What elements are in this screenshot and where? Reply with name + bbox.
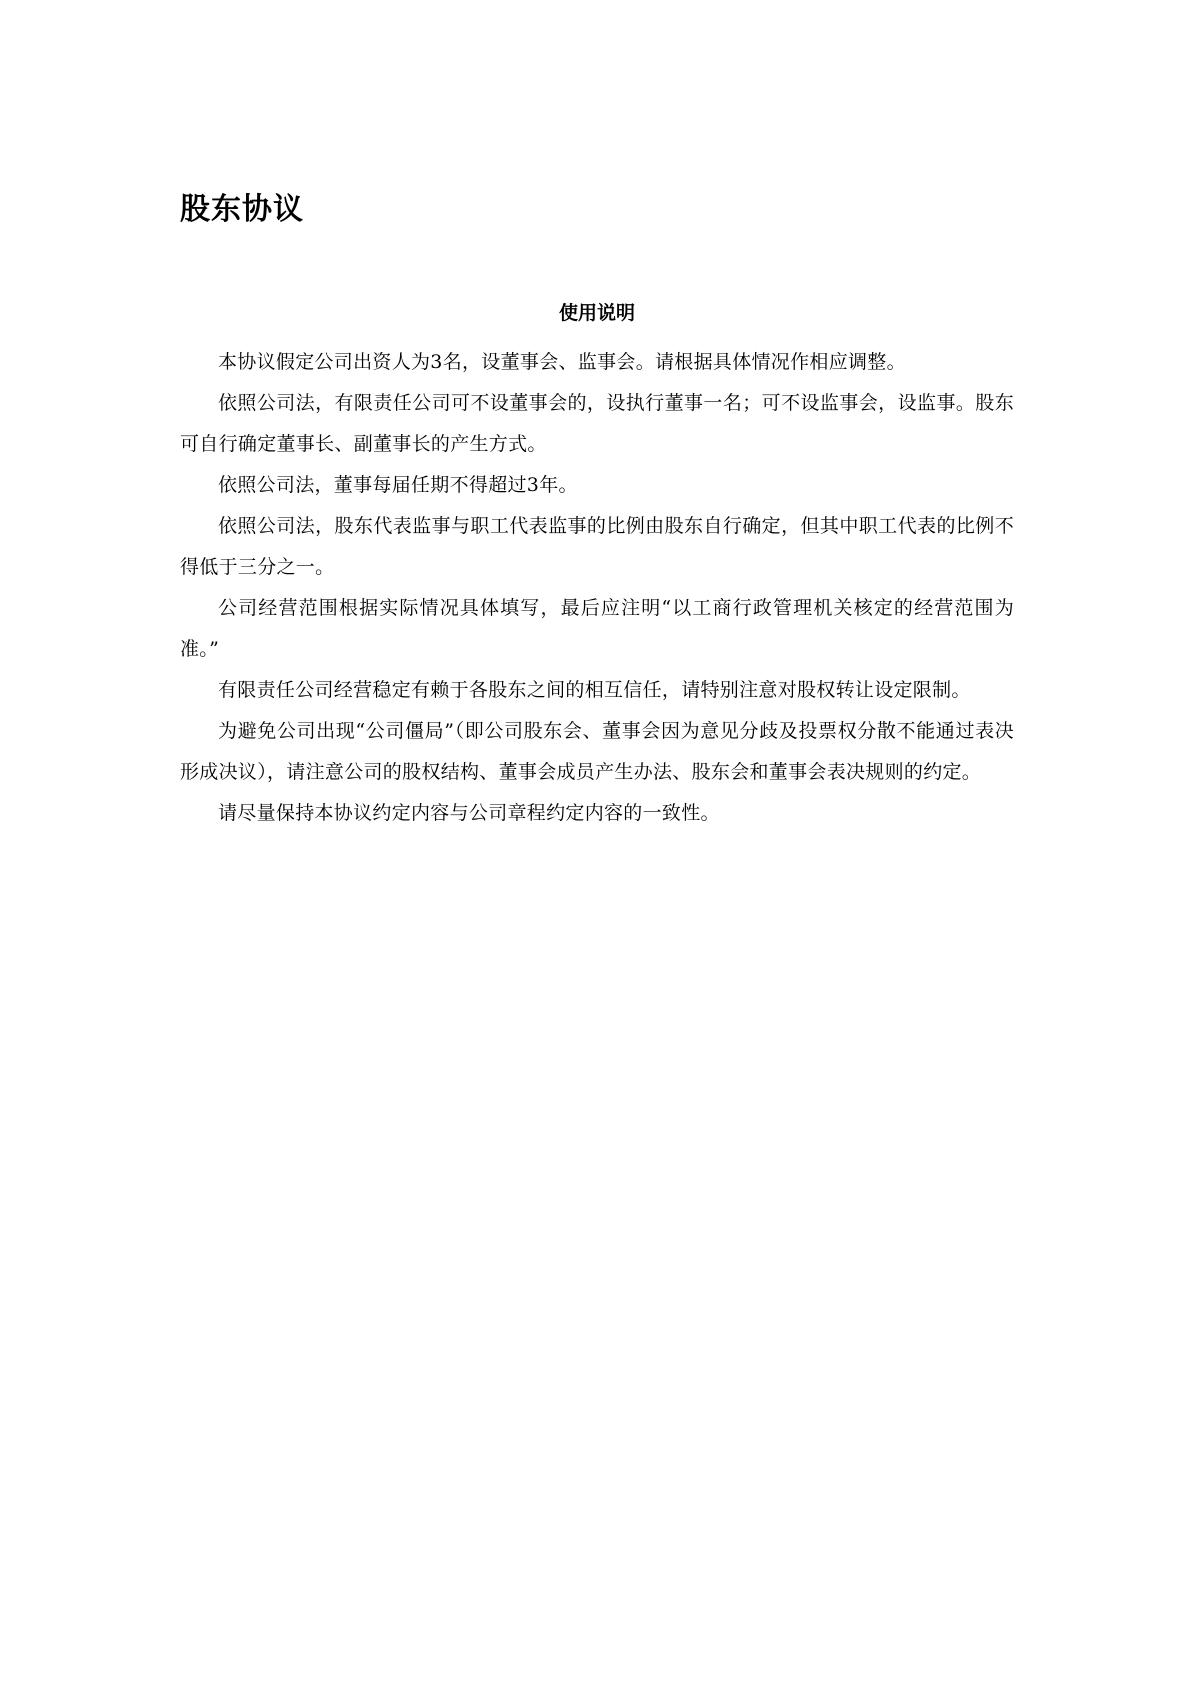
paragraph: 有限责任公司经营稳定有赖于各股东之间的相互信任，请特别注意对股权转让设定限制。 (218, 679, 971, 701)
paragraph: 请尽量保持本协议约定内容与公司章程约定内容的一致性。 (218, 802, 720, 824)
paragraph: 公司经营范围根据实际情况具体填写，最后应注明“以工商行政管理机关核定的经营范围为准。” (180, 597, 1014, 660)
paragraph: 依照公司法，股东代表监事与职工代表监事的比例由股东自行确定，但其中职工代表的比例不得低于三分之一。 (180, 515, 1014, 578)
paragraph: 依照公司法，有限责任公司可不设董事会的，设执行董事一名；可不设监事会，设监事。股东可自行确定董事长、副董事长的产生方式。 (180, 392, 1014, 455)
document-title: 股东协议 (180, 192, 304, 227)
paragraph: 本协议假定公司出资人为3名，设董事会、监事会。请根据具体情况作相应调整。 (218, 351, 906, 373)
section-heading: 使用说明 (558, 302, 635, 324)
instructions-body (180, 342, 1014, 834)
paragraph: 为避免公司出现“公司僵局”（即公司股东会、董事会因为意见分歧及投票权分散不能通过表决形成决议），请注意公司的股权结构、董事会成员产生办法、股东会和董事会表决规则的约定。 (180, 720, 1014, 783)
paragraph: 依照公司法，董事每届任期不得超过3年。 (218, 474, 578, 496)
